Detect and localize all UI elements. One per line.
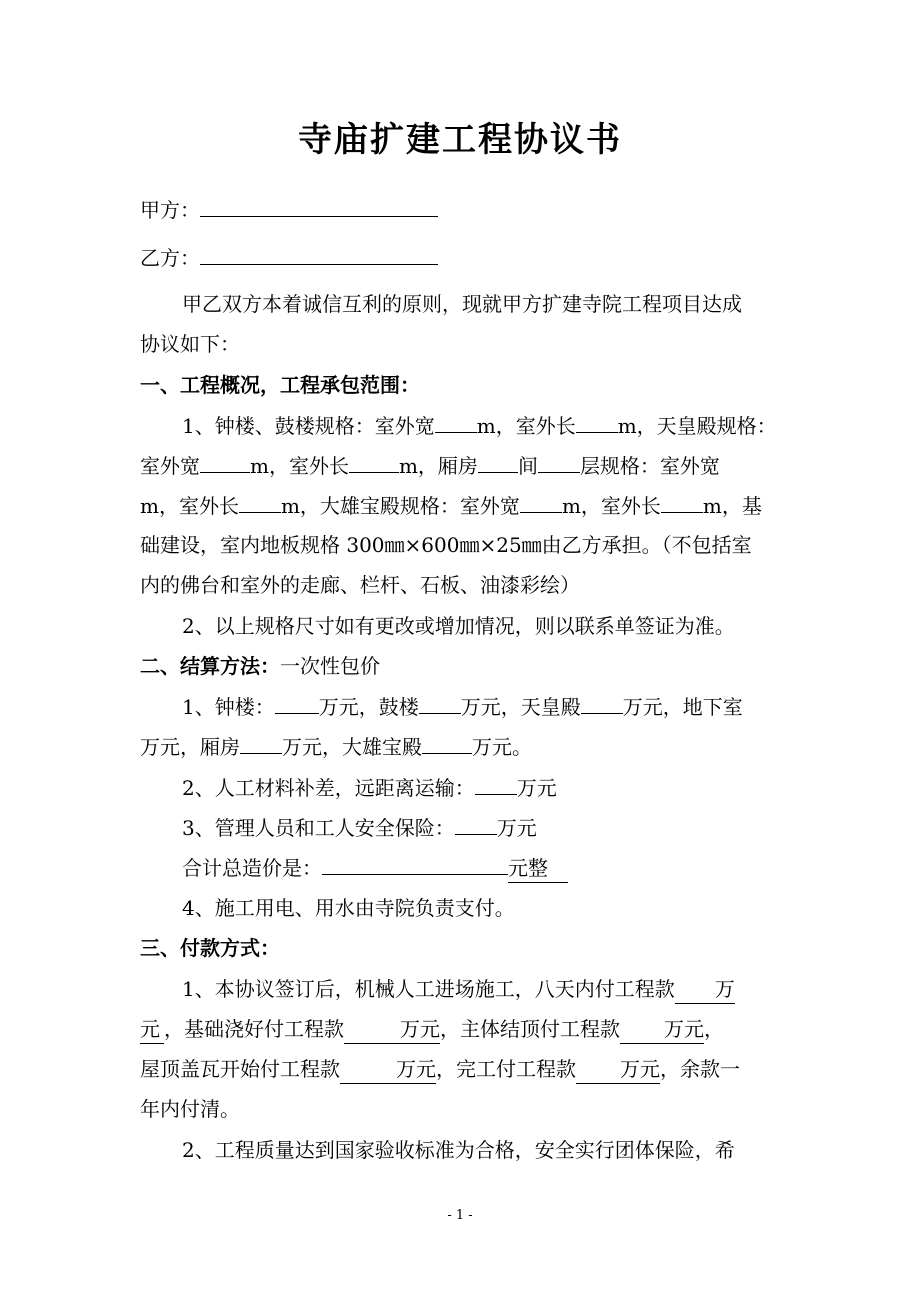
underlined-run: 万元	[620, 1015, 704, 1044]
text-run: m，天皇殿规格：	[617, 414, 777, 438]
party-a-blank	[200, 195, 438, 217]
total-label: 合计总造价是：	[182, 856, 322, 880]
s2-total-line	[182, 853, 568, 883]
s3-para1-line2	[140, 1015, 724, 1044]
s3-para1-line3	[140, 1055, 740, 1084]
s3-para2: 2、工程质量达到国家验收标准为合格，安全实行团体保险，希	[182, 1138, 735, 1162]
s2-para2	[182, 773, 557, 802]
underlined-run: 万元	[344, 1015, 440, 1044]
text-run: 万元，大雄宝殿	[282, 735, 422, 759]
s3-para1-line4: 年内付清。	[140, 1097, 240, 1121]
blank	[200, 451, 250, 473]
text-run: ，主体结顶付工程款	[440, 1017, 620, 1041]
text-run: m，室外长	[250, 454, 349, 478]
underlined-run: 万	[675, 975, 735, 1004]
s1-para2: 2、以上规格尺寸如有更改或增加情况，则以联系单签证为准。	[182, 614, 735, 638]
section-2-heading	[140, 652, 380, 680]
s1-para1-line2	[140, 451, 720, 480]
text-run: ，完工付工程款	[436, 1057, 576, 1081]
s1-para1-line5: 内的佛台和室外的走廊、栏杆、石板、油漆彩绘）	[140, 573, 580, 597]
intro-line-1: 甲乙双方本着诚信互利的原则，现就甲方扩建寺院工程项目达成	[182, 292, 742, 316]
text-run: 1、钟楼：	[182, 695, 275, 719]
blank	[275, 692, 319, 714]
s1-para1-line4: 础建设，室内地板规格 300㎜×600㎜×25㎜由乙方承担。（不包括室	[140, 533, 752, 557]
text-run: m，厢房	[398, 454, 478, 478]
blank	[538, 451, 580, 473]
text-run: 1、钟楼、鼓楼规格：室外宽	[182, 414, 435, 438]
blank	[475, 773, 517, 795]
text-run: m，大雄宝殿规格：室外宽	[280, 494, 520, 518]
text-run: 3、管理人员和工人安全保险：	[182, 816, 455, 840]
text-run: 室外宽	[140, 454, 200, 478]
text-run: 万元	[496, 816, 537, 840]
text-run: 万元，地下室	[622, 695, 743, 719]
blank	[478, 451, 518, 473]
blank	[520, 491, 562, 513]
text-run: 万元，厢房	[140, 735, 240, 759]
blank	[349, 451, 399, 473]
text-run: ，基础浇好付工程款	[164, 1017, 344, 1041]
text-run: 间	[517, 454, 538, 478]
underlined-run: 万元	[576, 1055, 660, 1084]
total-suffix: 元整	[508, 854, 568, 883]
blank	[240, 732, 282, 754]
text-run: 万元，鼓楼	[318, 695, 419, 719]
blank	[239, 491, 281, 513]
document-title: 寺庙扩建工程协议书	[298, 120, 622, 160]
text-run: 1、本协议签订后，机械人工进场施工，八天内付工程款	[182, 977, 675, 1001]
blank	[455, 813, 497, 835]
s2-para1-line2	[140, 732, 532, 761]
party-b-blank	[200, 243, 438, 265]
text-run: ，余款一	[660, 1057, 740, 1081]
text-run: 万元	[516, 776, 557, 800]
blank	[661, 491, 703, 513]
blank	[576, 411, 618, 433]
text-run: m，室外长	[476, 414, 576, 438]
underlined-run: 元	[140, 1015, 164, 1044]
text-run: m，室外长	[561, 494, 661, 518]
blank	[435, 411, 477, 433]
text-run: m，基	[702, 494, 762, 518]
text-run: m，室外长	[140, 494, 239, 518]
s2-para4: 4、施工用电、用水由寺院负责支付。	[182, 896, 515, 920]
intro-line-2: 协议如下：	[140, 332, 240, 356]
text-run: 万元。	[472, 735, 532, 759]
s2-para3	[182, 813, 537, 842]
s2-para1-line1	[182, 692, 743, 721]
blank	[419, 692, 461, 714]
s3-para1-line1	[182, 975, 735, 1004]
section-2-heading-value: 一次性包价	[280, 654, 380, 678]
party-a-label: 甲方：	[140, 198, 200, 222]
blank	[581, 692, 623, 714]
s1-para1-line1	[182, 411, 777, 440]
section-1-heading: 一、工程概况，工程承包范围：	[140, 373, 420, 397]
text-run: 屋顶盖瓦开始付工程款	[140, 1057, 340, 1081]
party-b-label: 乙方：	[140, 246, 200, 270]
text-run: ，	[704, 1017, 724, 1041]
s1-para1-line3	[140, 491, 762, 520]
section-2-heading-label: 二、结算方法：	[140, 654, 280, 678]
page-number: - 1 -	[447, 1208, 473, 1223]
text-run: 万元，天皇殿	[460, 695, 581, 719]
section-3-heading: 三、付款方式：	[140, 936, 280, 960]
text-run: 2、人工材料补差，远距离运输：	[182, 776, 475, 800]
total-blank	[322, 853, 508, 875]
underlined-run: 万元	[340, 1055, 436, 1084]
text-run: 层规格：室外宽	[579, 454, 720, 478]
party-b-line	[140, 243, 438, 272]
party-a-line	[140, 195, 438, 224]
blank	[422, 732, 472, 754]
